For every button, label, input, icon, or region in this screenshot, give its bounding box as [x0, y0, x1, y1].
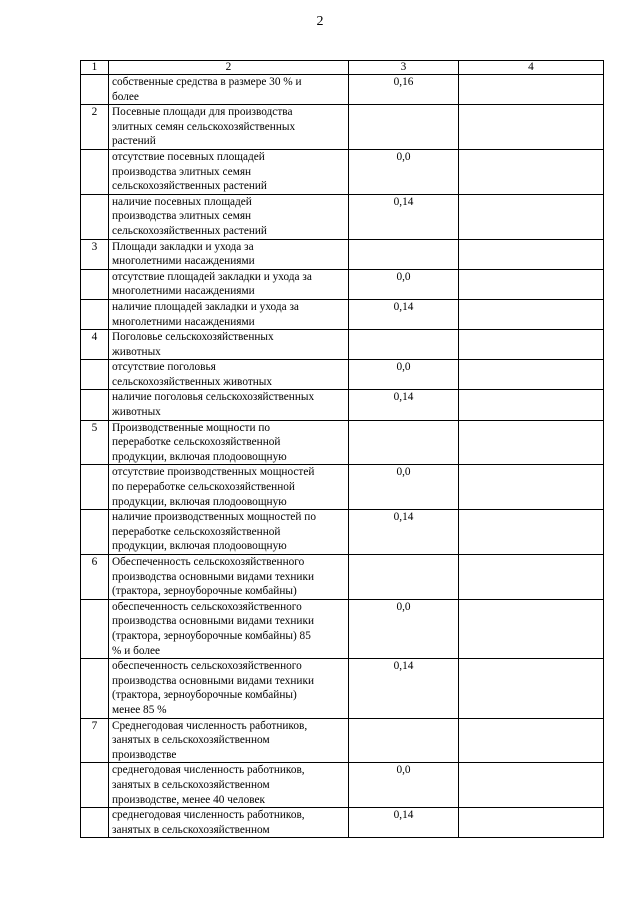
score-value-cell: [349, 555, 459, 600]
header-cell-1: 1: [81, 61, 109, 75]
row-number-cell: [81, 194, 109, 239]
row-number-cell: [81, 390, 109, 420]
score-value-cell: 0,0: [349, 149, 459, 194]
score-value-cell: [349, 239, 459, 269]
score-value-cell: [349, 105, 459, 150]
criterion-text-cell: наличие поголовья сельскохозяйственных животных: [109, 390, 349, 420]
row-number-cell: [81, 269, 109, 299]
table-row: [81, 599, 604, 658]
criteria-table: [80, 60, 604, 838]
criterion-text-cell: отсутствие площадей закладки и ухода за многолетними насаждениями: [109, 269, 349, 299]
column-4-cell: [459, 330, 604, 360]
table-row: [81, 75, 604, 105]
score-value-cell: 0,0: [349, 465, 459, 510]
column-4-cell: [459, 555, 604, 600]
criterion-text-cell: обеспеченность сельскохозяйственного производства основными видами техники (трактора, зерноуборочные комбайны) менее 85 %: [109, 659, 349, 718]
row-number-cell: 7: [81, 718, 109, 763]
column-4-cell: [459, 269, 604, 299]
table-row: [81, 808, 604, 838]
table-row: [81, 105, 604, 150]
score-value-cell: 0,0: [349, 360, 459, 390]
table-row: [81, 330, 604, 360]
table-row: [81, 390, 604, 420]
table-row: [81, 420, 604, 465]
table-row: [81, 510, 604, 555]
row-number-cell: [81, 510, 109, 555]
row-number-cell: 6: [81, 555, 109, 600]
column-4-cell: [459, 239, 604, 269]
column-4-cell: [459, 420, 604, 465]
header-cell-4: 4: [459, 61, 604, 75]
column-4-cell: [459, 808, 604, 838]
row-number-cell: [81, 149, 109, 194]
criterion-text-cell: наличие площадей закладки и ухода за многолетними насаждениями: [109, 299, 349, 329]
criterion-text-cell: отсутствие производственных мощностей по переработке сельскохозяйственной продукции, включая плодоовощную: [109, 465, 349, 510]
table-row: [81, 149, 604, 194]
criterion-text-cell: среднегодовая численность работников, занятых в сельскохозяйственном производстве, менее 40 человек: [109, 763, 349, 808]
header-cell-3: 3: [349, 61, 459, 75]
row-number-cell: [81, 75, 109, 105]
column-4-cell: [459, 75, 604, 105]
criterion-text-cell: Посевные площади для производства элитных семян сельскохозяйственных растений: [109, 105, 349, 150]
column-4-cell: [459, 360, 604, 390]
score-value-cell: 0,14: [349, 659, 459, 718]
column-4-cell: [459, 718, 604, 763]
row-number-cell: [81, 599, 109, 658]
table-row: [81, 555, 604, 600]
table-row: [81, 763, 604, 808]
row-number-cell: 5: [81, 420, 109, 465]
table-row: [81, 360, 604, 390]
score-value-cell: 0,0: [349, 763, 459, 808]
row-number-cell: 2: [81, 105, 109, 150]
table-row: [81, 239, 604, 269]
row-number-cell: [81, 808, 109, 838]
column-4-cell: [459, 194, 604, 239]
criterion-text-cell: отсутствие посевных площадей производства элитных семян сельскохозяйственных растений: [109, 149, 349, 194]
score-value-cell: [349, 718, 459, 763]
row-number-cell: [81, 763, 109, 808]
row-number-cell: [81, 360, 109, 390]
criterion-text-cell: наличие производственных мощностей по переработке сельскохозяйственной продукции, включая плодоовощную: [109, 510, 349, 555]
table-row: [81, 659, 604, 718]
column-4-cell: [459, 105, 604, 150]
criterion-text-cell: наличие посевных площадей производства элитных семян сельскохозяйственных растений: [109, 194, 349, 239]
score-value-cell: 0,0: [349, 269, 459, 299]
criterion-text-cell: Поголовье сельскохозяйственных животных: [109, 330, 349, 360]
score-value-cell: 0,14: [349, 390, 459, 420]
table-body: [81, 61, 604, 838]
column-4-cell: [459, 763, 604, 808]
table-header-row: [81, 61, 604, 75]
row-number-cell: [81, 299, 109, 329]
criterion-text-cell: отсутствие поголовья сельскохозяйственных животных: [109, 360, 349, 390]
page-number: 2: [316, 14, 324, 29]
row-number-cell: 3: [81, 239, 109, 269]
column-4-cell: [459, 599, 604, 658]
score-value-cell: 0,14: [349, 299, 459, 329]
score-value-cell: [349, 330, 459, 360]
criterion-text-cell: обеспеченность сельскохозяйственного производства основными видами техники (трактора, зерноуборочные комбайны) 85 % и более: [109, 599, 349, 658]
criterion-text-cell: Площади закладки и ухода за многолетними насаждениями: [109, 239, 349, 269]
score-value-cell: 0,16: [349, 75, 459, 105]
column-4-cell: [459, 299, 604, 329]
criterion-text-cell: собственные средства в размере 30 % и более: [109, 75, 349, 105]
column-4-cell: [459, 465, 604, 510]
row-number-cell: [81, 465, 109, 510]
score-value-cell: [349, 420, 459, 465]
column-4-cell: [459, 659, 604, 718]
header-cell-2: 2: [109, 61, 349, 75]
table-row: [81, 299, 604, 329]
score-value-cell: 0,14: [349, 808, 459, 838]
criterion-text-cell: среднегодовая численность работников, занятых в сельскохозяйственном: [109, 808, 349, 838]
column-4-cell: [459, 510, 604, 555]
column-4-cell: [459, 390, 604, 420]
table-row: [81, 269, 604, 299]
score-value-cell: 0,14: [349, 194, 459, 239]
criterion-text-cell: Производственные мощности по переработке сельскохозяйственной продукции, включая плодоовощную: [109, 420, 349, 465]
table-row: [81, 194, 604, 239]
row-number-cell: [81, 659, 109, 718]
criterion-text-cell: Среднегодовая численность работников, занятых в сельскохозяйственном производстве: [109, 718, 349, 763]
row-number-cell: 4: [81, 330, 109, 360]
criterion-text-cell: Обеспеченность сельскохозяйственного производства основными видами техники (трактора, зерноуборочные комбайны): [109, 555, 349, 600]
table-row: [81, 718, 604, 763]
table-row: [81, 465, 604, 510]
score-value-cell: 0,14: [349, 510, 459, 555]
column-4-cell: [459, 149, 604, 194]
score-value-cell: 0,0: [349, 599, 459, 658]
